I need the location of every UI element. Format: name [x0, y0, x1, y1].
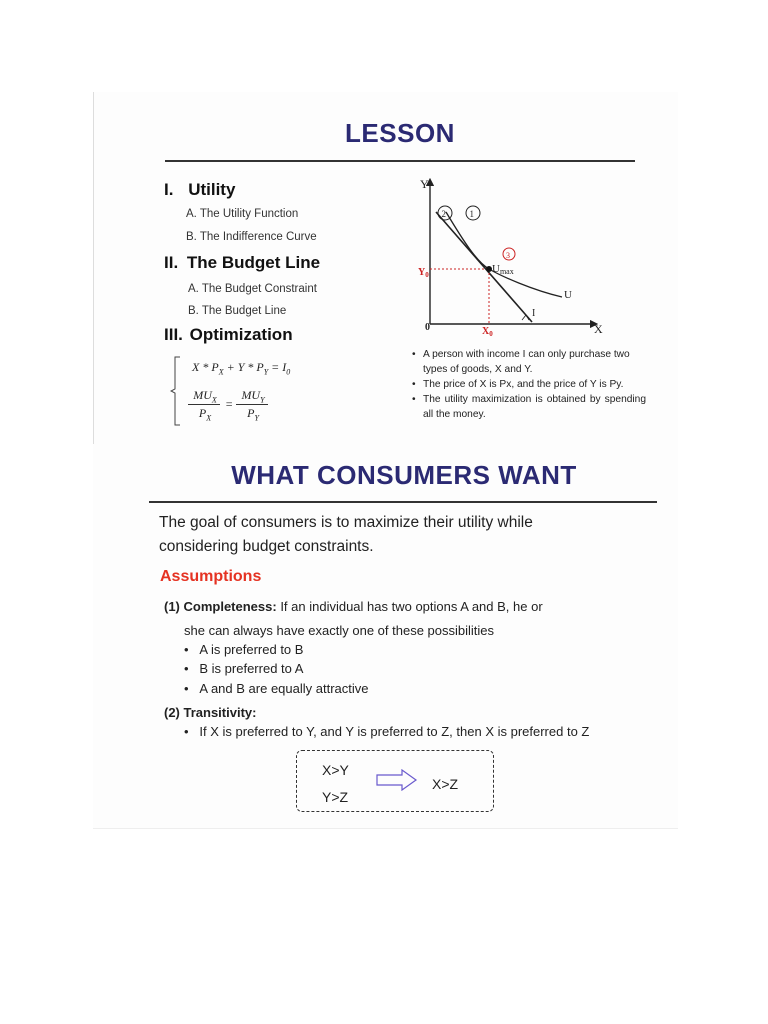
section-1-item-a: A. The Utility Function: [186, 208, 299, 220]
circle-3-label: 3: [506, 251, 510, 260]
u-curve-label: U: [564, 289, 572, 301]
section-1-heading: [164, 180, 235, 200]
section-1-name: Utility: [188, 180, 236, 199]
section-1-number: I.: [164, 180, 174, 199]
section-2-heading: [164, 253, 320, 273]
completeness-item-2: • B is preferred to A: [184, 661, 304, 676]
want-rule: [149, 501, 657, 503]
completeness-item-3: • A and B are equally attractive: [184, 681, 369, 696]
indifference-curve: [446, 212, 562, 297]
intro-line-1: The goal of consumers is to maximize their utility while: [159, 514, 533, 531]
section-3-name: Optimization: [189, 325, 293, 344]
mu-equation: $MU_X$ $P_X$ = $MU_Y$ $P_Y$: [188, 388, 288, 428]
section-2-item-a: A. The Budget Constraint: [188, 283, 317, 295]
budget-line: [436, 212, 532, 322]
section-2-name: The Budget Line: [186, 253, 321, 272]
origin-label: 0: [425, 322, 430, 333]
completeness-text: If an individual has two options A and B, he or: [276, 599, 543, 614]
intro-line-2: considering budget constraints.: [159, 538, 374, 555]
box-line-1: X>Y: [322, 762, 349, 778]
bullet-3: • The utility maximization is obtained by spending all the money.: [412, 394, 646, 420]
completeness-line-2: she can always have exactly one of these possibilities: [184, 623, 495, 638]
completeness-label: (1) Completeness:: [164, 599, 277, 614]
page-edge: [93, 92, 94, 444]
circle-2-label: 2: [441, 209, 446, 219]
section-2-number: II.: [164, 253, 179, 272]
lesson-rule: [165, 160, 635, 162]
transitivity-label: (2) Transitivity:: [164, 705, 257, 720]
box-result: X>Z: [432, 776, 459, 792]
section-1-item-b: B. The Indifference Curve: [186, 231, 317, 243]
utility-graph: [412, 172, 612, 337]
section-2-item-b: B. The Budget Line: [188, 305, 287, 317]
assumptions-heading: Assumptions: [160, 568, 262, 585]
section-3-heading: [164, 325, 293, 345]
circle-1-label: 1: [469, 209, 474, 219]
section-3-number: III.: [164, 325, 183, 344]
completeness-line: [164, 599, 543, 614]
implies-arrow-icon: [376, 769, 418, 791]
y-axis-label: Y: [420, 177, 429, 191]
graph-bullets: [412, 347, 646, 422]
lesson-title: LESSON: [345, 118, 455, 148]
i-line-label: I: [532, 308, 536, 319]
budget-equation: $X * P_X + Y * P_Y = I_0$: [192, 360, 291, 377]
x0-label: $X_0$: [482, 326, 493, 337]
bullet-2: • The price of X is Px, and the price of Y is Py.: [412, 379, 624, 390]
i-marker: [522, 315, 529, 320]
box-line-2: Y>Z: [322, 789, 349, 805]
x-axis-label: X: [594, 322, 603, 336]
umax-label: Umax: [492, 263, 514, 276]
completeness-item-1: • A is preferred to B: [184, 642, 304, 657]
equation-brace: [170, 355, 184, 427]
y0-label: $Y_0$: [418, 267, 429, 279]
want-title: WHAT CONSUMERS WANT: [231, 460, 577, 490]
bullet-1: • A person with income I can only purchase two types of goods, X and Y.: [412, 349, 630, 375]
transitivity-item: • If X is preferred to Y, and Y is preferred to Z, then X is preferred to Z: [184, 724, 590, 739]
